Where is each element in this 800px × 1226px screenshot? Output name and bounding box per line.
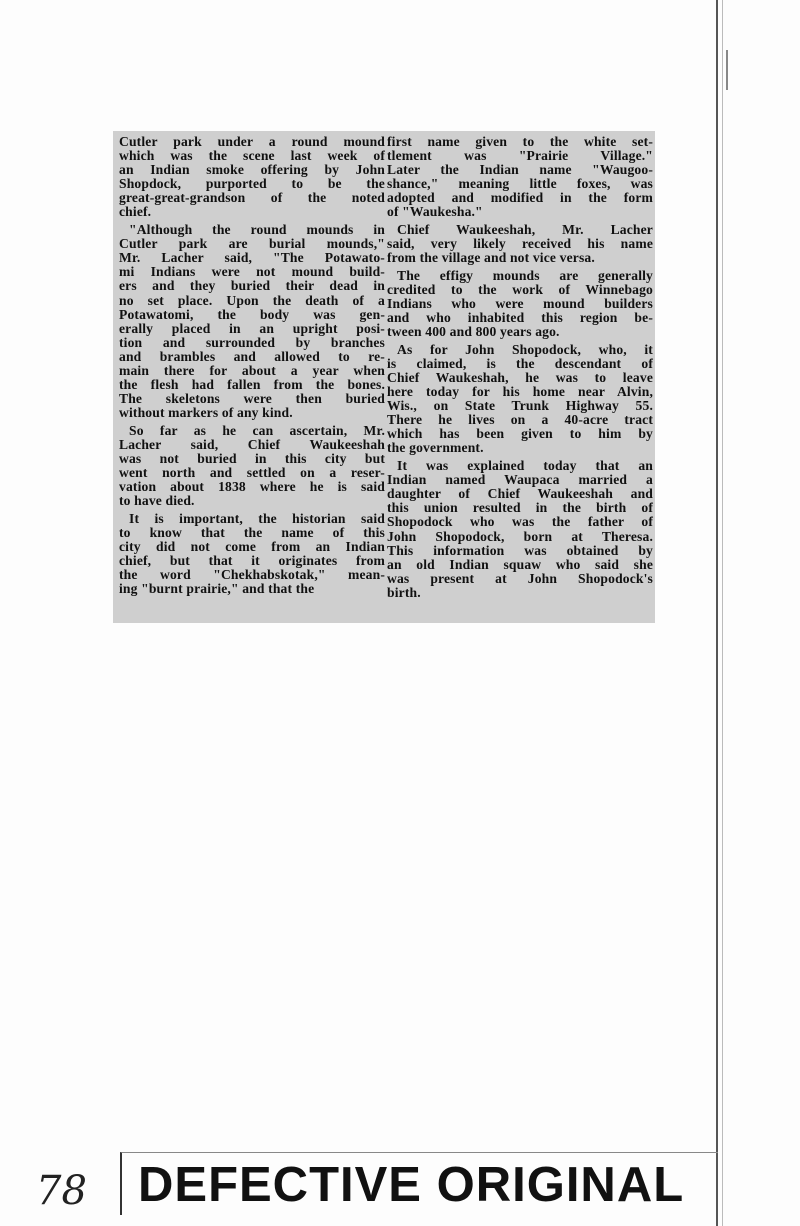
article-line: tlement was "Prairie Village.": [387, 148, 653, 164]
article-line: this union resulted in the birth of: [387, 500, 653, 516]
article-line: an old Indian squaw who said she: [387, 556, 653, 572]
article-line: So far as he can ascertain, Mr.: [129, 422, 385, 438]
article-line: the flesh had fallen from the bones.: [119, 377, 385, 393]
article-line: Mr. Lacher said, "The Potawato-: [119, 250, 385, 266]
article-line: vation about 1838 where he is said: [119, 479, 385, 495]
article-line: adopted and modified in the form: [387, 190, 653, 206]
article-paragraph: [119, 135, 385, 220]
article-line: It was explained today that an: [397, 458, 653, 474]
article-line: an Indian smoke offering by John: [119, 162, 385, 178]
article-line: Indian named Waupaca married a: [387, 472, 653, 488]
article-paragraph: [387, 343, 653, 456]
article-paragraph: [387, 223, 653, 265]
article-line: the word "Chekhabskotak," mean-: [119, 567, 385, 583]
article-line: Shopdock, purported to be the: [119, 176, 385, 192]
article-line: went north and settled on a reser-: [119, 465, 385, 481]
article-paragraph: [387, 135, 653, 220]
article-line: without markers of any kind.: [119, 405, 293, 421]
article-line: ing "burnt prairie," and that the: [119, 581, 315, 597]
article-paragraph: [119, 512, 385, 597]
article-line: no set place. Upon the death of a: [119, 292, 385, 308]
article-paragraph: [119, 223, 385, 420]
article-line: Cutler park are burial mounds,": [119, 236, 385, 252]
article-line: John Shopodock, born at Theresa.: [387, 528, 653, 544]
article-line: ers and they buried their dead in: [119, 278, 385, 294]
defective-original-stamp: [120, 1152, 718, 1215]
article-paragraph: [387, 269, 653, 339]
article-line: tion and surrounded by branches: [119, 334, 385, 350]
article-line: chief, but that it originates from: [119, 553, 385, 569]
article-line: city did not come from an Indian: [119, 539, 385, 555]
article-line: first name given to the white set-: [387, 134, 653, 149]
article-line: This information was obtained by: [387, 542, 653, 558]
article-line: Potawatomi, the body was gen-: [119, 306, 385, 322]
scan-mark: [720, 50, 728, 90]
article-line: was present at John Shopodock's: [387, 570, 653, 586]
article-line: Later the Indian name "Waugoo-: [387, 162, 653, 178]
article-line: main there for about a year when: [119, 363, 385, 378]
article-line: and who inhabited this region be-: [387, 310, 653, 326]
article-line: daughter of Chief Waukeeshah and: [387, 486, 653, 502]
article-line: mi Indians were not mound build-: [119, 264, 385, 280]
article-line: "Although the round mounds in: [129, 222, 385, 238]
article-line: erally placed in an upright posi-: [119, 320, 385, 336]
page-number: 78: [36, 1168, 87, 1214]
stamp-text: DEFECTIVE ORIGINAL: [138, 1158, 685, 1212]
article-line: was not buried in this city but: [119, 451, 385, 467]
article-line: Lacher said, Chief Waukeeshah: [119, 436, 385, 452]
article-line: which was the scene last week of: [119, 148, 385, 164]
article-column-right: [387, 135, 653, 604]
page-edge-shadow: [722, 0, 723, 1226]
article-line: Wis., on State Trunk Highway 55.: [387, 398, 653, 414]
article-paragraph: [387, 459, 653, 600]
article-line: here today for his home near Alvin,: [387, 384, 653, 400]
article-line: and brambles and allowed to re-: [119, 348, 385, 364]
article-line: which has been given to him by: [387, 426, 653, 442]
article-paragraph: [119, 424, 385, 509]
article-line: shance," meaning little foxes, was: [387, 176, 653, 192]
article-line: It is important, the historian said: [129, 510, 385, 526]
article-column-left: [119, 135, 385, 600]
article-line: great-great-grandson of the noted: [119, 190, 385, 206]
article-line: of "Waukesha.": [387, 204, 483, 220]
article-line: the government.: [387, 440, 484, 456]
article-line: chief.: [119, 204, 152, 220]
article-line: The effigy mounds are generally: [397, 267, 653, 283]
article-line: The skeletons were then buried: [119, 391, 385, 407]
article-line: tween 400 and 800 years ago.: [387, 324, 560, 340]
article-line: Chief Waukeeshah, Mr. Lacher: [397, 222, 653, 238]
article-line: birth.: [387, 584, 421, 600]
article-line: There he lives on a 40-acre tract: [387, 412, 653, 428]
page-edge: [716, 0, 718, 1226]
article-line: As for John Shopodock, who, it: [397, 341, 653, 357]
article-line: is claimed, is the descendant of: [387, 355, 653, 371]
article-line: Indians who were mound builders: [387, 296, 653, 312]
article-line: credited to the work of Winnebago: [387, 281, 653, 297]
article-line: from the village and not vice versa.: [387, 250, 595, 266]
article-line: Chief Waukeshah, he was to leave: [387, 370, 653, 385]
article-line: Shopodock who was the father of: [387, 514, 653, 530]
article-line: said, very likely received his name: [387, 236, 653, 252]
article-line: to have died.: [119, 493, 195, 509]
article-line: Cutler park under a round mound: [119, 134, 385, 149]
article-line: to know that the name of this: [119, 525, 385, 541]
